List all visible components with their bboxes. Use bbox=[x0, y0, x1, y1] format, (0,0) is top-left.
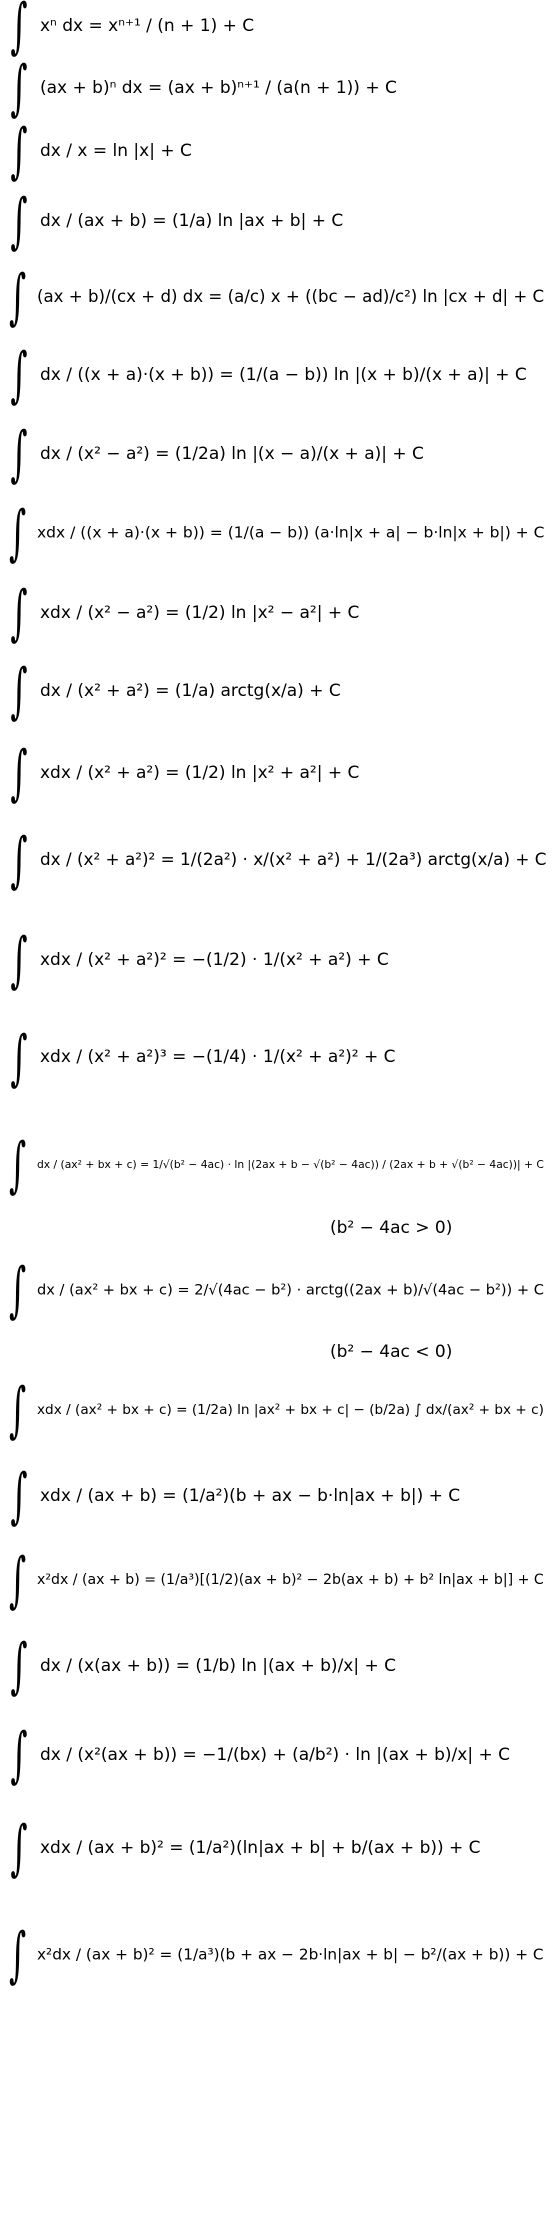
formula-f6 bbox=[0, 340, 553, 410]
formula-text: xdx / (x² + a²) = (1/2) ln |x² + a²| + C bbox=[40, 762, 360, 783]
formula-text: dx / x = ln |x| + C bbox=[40, 140, 192, 161]
formula-text: xdx / (ax + b)² = (1/a²)(ln|ax + b| + b/(ax + b)) + C bbox=[40, 1837, 481, 1858]
integral-sign: ∫ bbox=[10, 1813, 28, 1883]
formula-text: dx / (x² − a²) = (1/2a) ln |(x − a)/(x + a)| + C bbox=[40, 443, 424, 464]
integral-sign: ∫ bbox=[10, 419, 28, 489]
formula-f19 bbox=[0, 1545, 553, 1615]
integral-sign: ∫ bbox=[10, 1022, 28, 1093]
formula-text: xdx / (x² + a²)³ = −(1/4) · 1/(x² + a²)² + C bbox=[40, 1047, 396, 1068]
formula-f5 bbox=[0, 262, 553, 332]
formula-text: xdx / (ax² + bx + c) = (1/2a) ln |ax² + bx + c| − (b/2a) ∫ dx/(ax² + bx + c) bbox=[37, 1401, 545, 1418]
formula-f10 bbox=[0, 655, 553, 727]
formula-f21 bbox=[0, 1715, 553, 1795]
formula-text: dx / (x²(ax + b)) = −1/(bx) + (a/b²) · ln |(ax + b)/x| + C bbox=[40, 1744, 510, 1765]
formula-text: xdx / (ax + b) = (1/a²)(b + ax − b·ln|ax + b|) + C bbox=[40, 1485, 461, 1506]
formula-text: xdx / (x² + a²)² = −(1/2) · 1/(x² + a²) + C bbox=[40, 949, 389, 970]
integral-sign: ∫ bbox=[10, 1720, 28, 1790]
formula-f14 bbox=[0, 1015, 553, 1100]
formula-f8 bbox=[0, 498, 553, 568]
formula-text: dx / (x(ax + b)) = (1/b) ln |(ax + b)/x| + C bbox=[40, 1655, 397, 1676]
integral-sign: ∫ bbox=[10, 1631, 28, 1701]
formula-text: (ax + b)/(cx + d) dx = (a/c) x + ((bc − ad)/c²) ln |cx + d| + C bbox=[37, 287, 545, 307]
integral-sign: ∫ bbox=[9, 1545, 27, 1615]
formula-text: xdx / (x² − a²) = (1/2) ln |x² − a²| + C bbox=[40, 602, 360, 623]
formula-text: dx / ((x + a)·(x + b)) = (1/(a − b)) ln |(x + b)/(x + a)| + C bbox=[40, 364, 527, 385]
integral-sign: ∫ bbox=[10, 1461, 28, 1531]
integral-sign: ∫ bbox=[10, 53, 28, 123]
formula-f16 bbox=[0, 1245, 553, 1335]
formula-text: dx / (x² + a²) = (1/a) arctg(x/a) + C bbox=[40, 680, 341, 701]
formula-f1 bbox=[0, 0, 553, 61]
formula-text: dx / (ax² + bx + c) = 2/√(4ac − b²) · arctg((2ax + b)/√(4ac − b²)) + C bbox=[37, 1281, 545, 1299]
formula-f20 bbox=[0, 1630, 553, 1702]
integral-sign: ∫ bbox=[9, 1375, 27, 1445]
integral-sign: ∫ bbox=[10, 340, 28, 410]
formula-text: dx / (ax² + bx + c) = 1/√(b² − 4ac) · ln |(2ax + b − √(b² − 4ac)) / (2ax + b + √(b² − 4ac))| + C bbox=[37, 1158, 545, 1172]
formula-text: dx / (x² + a²)² = 1/(2a²) · x/(x² + a²) + 1/(2a³) arctg(x/a) + C bbox=[40, 849, 547, 870]
condition-note-f15: (b² − 4ac > 0) bbox=[330, 1218, 453, 1238]
integral-sign: ∫ bbox=[10, 0, 28, 61]
formula-text: xⁿ dx = xⁿ⁺¹ / (n + 1) + C bbox=[40, 15, 255, 36]
formula-f18 bbox=[0, 1460, 553, 1532]
integral-sign: ∫ bbox=[10, 578, 28, 648]
formula-f13 bbox=[0, 920, 553, 1000]
formula-text: x²dx / (ax + b) = (1/a³)[(1/2)(ax + b)² − 2b(ax + b) + b² ln|ax + b|] + C bbox=[37, 1571, 545, 1589]
integral-sign: ∫ bbox=[9, 1920, 27, 1990]
formula-text: (ax + b)ⁿ dx = (ax + b)ⁿ⁺¹ / (a(n + 1)) + C bbox=[40, 77, 397, 98]
integral-sign: ∫ bbox=[10, 656, 28, 726]
integral-sign: ∫ bbox=[10, 825, 28, 895]
formula-f15 bbox=[0, 1120, 553, 1210]
formula-f4 bbox=[0, 186, 553, 256]
integral-sign: ∫ bbox=[10, 925, 28, 995]
formula-f12 bbox=[0, 815, 553, 905]
formula-f3 bbox=[0, 116, 553, 186]
formula-f9 bbox=[0, 578, 553, 648]
integral-sign: ∫ bbox=[10, 186, 28, 256]
formula-f11 bbox=[0, 738, 553, 808]
condition-note-f16: (b² − 4ac < 0) bbox=[330, 1342, 453, 1362]
formula-f7 bbox=[0, 418, 553, 490]
formula-text: dx / (ax + b) = (1/a) ln |ax + b| + C bbox=[40, 210, 344, 231]
integral-sign: ∫ bbox=[9, 1130, 27, 1200]
formula-f2 bbox=[0, 53, 553, 123]
integral-sign: ∫ bbox=[10, 738, 28, 808]
formula-text: x²dx / (ax + b)² = (1/a³)(b + ax − 2b·ln|ax + b| − b²/(ax + b)) + C bbox=[37, 1945, 544, 1964]
integral-sign: ∫ bbox=[10, 116, 28, 186]
formula-f23 bbox=[0, 1905, 553, 2005]
formula-f17 bbox=[0, 1370, 553, 1450]
formula-text: xdx / ((x + a)·(x + b)) = (1/(a − b)) (a·ln|x + a| − b·ln|x + b|) + C bbox=[37, 523, 545, 542]
integral-sign: ∫ bbox=[9, 262, 27, 332]
formula-f22 bbox=[0, 1808, 553, 1888]
integral-sign: ∫ bbox=[9, 498, 27, 568]
integral-sign: ∫ bbox=[9, 1255, 27, 1325]
